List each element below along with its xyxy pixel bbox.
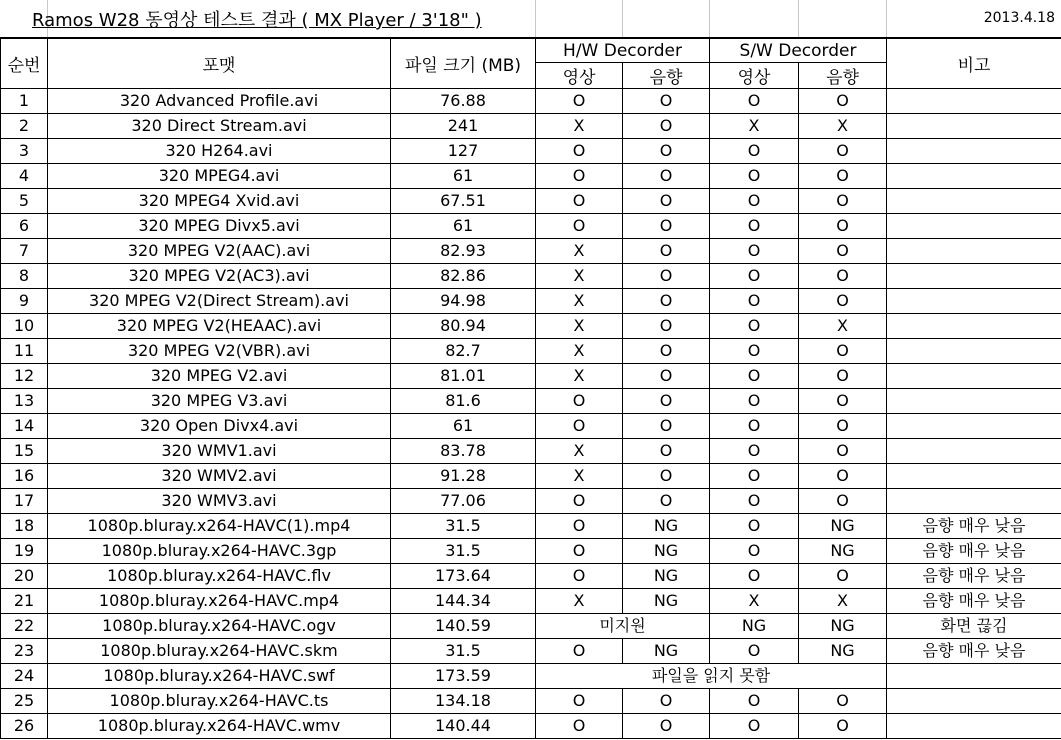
cell-sw-video: O: [710, 489, 799, 514]
cell-format: 320 WMV1.avi: [48, 439, 391, 464]
cell-sw-audio: NG: [799, 514, 887, 539]
cell-no: 24: [1, 664, 48, 689]
cell-hw-audio: O: [623, 139, 710, 164]
table-row: [1, 239, 1061, 264]
cell-no: 22: [1, 614, 48, 639]
cell-note: [887, 289, 1061, 314]
cell-format: 320 H264.avi: [48, 139, 391, 164]
cell-size: 140.59: [391, 614, 536, 639]
cell-note: [887, 439, 1061, 464]
cell-sw-audio: O: [799, 139, 887, 164]
cell-format: 320 MPEG V2(AC3).avi: [48, 264, 391, 289]
cell-hw-audio: O: [623, 339, 710, 364]
table-row: [1, 339, 1061, 364]
cell-no: 9: [1, 289, 48, 314]
cell-note: 음향 매우 낮음: [887, 539, 1061, 564]
cell-no: 8: [1, 264, 48, 289]
cell-hw-video: O: [536, 214, 623, 239]
cell-note: [887, 414, 1061, 439]
header-note: 비고: [887, 38, 1061, 89]
cell-sw-audio: O: [799, 239, 887, 264]
cell-hw-video: O: [536, 189, 623, 214]
cell-size: 61: [391, 164, 536, 189]
header-format: 포맷: [48, 38, 391, 89]
cell-sw-audio: NG: [799, 539, 887, 564]
cell-sw-audio: X: [799, 114, 887, 139]
cell-sw-audio: NG: [799, 639, 887, 664]
cell-sw-video: O: [710, 89, 799, 114]
table-row: [1, 639, 1061, 664]
cell-no: 4: [1, 164, 48, 189]
cell-format: 1080p.bluray.x264-HAVC.flv: [48, 564, 391, 589]
cell-format: 320 Open Divx4.avi: [48, 414, 391, 439]
cell-sw-audio: O: [799, 339, 887, 364]
cell-sw-video: O: [710, 214, 799, 239]
cell-hw-audio: O: [623, 414, 710, 439]
cell-note: 화면 끊김: [887, 614, 1061, 639]
cell-note: 음향 매우 낮음: [887, 514, 1061, 539]
cell-size: 82.7: [391, 339, 536, 364]
cell-note: [887, 364, 1061, 389]
cell-sw-audio: O: [799, 564, 887, 589]
table-row: [1, 114, 1061, 139]
cell-sw-video: O: [710, 514, 799, 539]
cell-no: 20: [1, 564, 48, 589]
table-row: [1, 89, 1061, 114]
cell-sw-video: O: [710, 389, 799, 414]
cell-sw-audio: O: [799, 414, 887, 439]
cell-no: 19: [1, 539, 48, 564]
cell-sw-video: NG: [710, 614, 799, 639]
cell-note: [887, 689, 1061, 714]
cell-sw-video: O: [710, 439, 799, 464]
cell-no: 15: [1, 439, 48, 464]
cell-unreadable: 파일을 읽지 못함: [536, 664, 887, 689]
cell-note: [887, 214, 1061, 239]
cell-note: [887, 714, 1061, 739]
cell-hw-video: X: [536, 314, 623, 339]
cell-format: 320 MPEG V2(HEAAC).avi: [48, 314, 391, 339]
cell-note: 음향 매우 낮음: [887, 639, 1061, 664]
cell-hw-audio: O: [623, 114, 710, 139]
cell-size: 31.5: [391, 514, 536, 539]
cell-hw-unsupported: 미지원: [536, 614, 710, 639]
table-row: [1, 289, 1061, 314]
cell-sw-audio: O: [799, 89, 887, 114]
cell-hw-audio: NG: [623, 514, 710, 539]
cell-hw-audio: O: [623, 214, 710, 239]
cell-hw-video: O: [536, 714, 623, 739]
title-row: [0, 0, 1061, 37]
cell-note: [887, 464, 1061, 489]
cell-no: 7: [1, 239, 48, 264]
cell-hw-audio: O: [623, 489, 710, 514]
cell-format: 320 MPEG V2(AAC).avi: [48, 239, 391, 264]
cell-size: 67.51: [391, 189, 536, 214]
cell-note: [887, 264, 1061, 289]
cell-hw-audio: O: [623, 264, 710, 289]
cell-size: 61: [391, 414, 536, 439]
cell-hw-audio: O: [623, 89, 710, 114]
cell-format: 1080p.bluray.x264-HAVC.ts: [48, 689, 391, 714]
table-row: [1, 464, 1061, 489]
cell-note: [887, 239, 1061, 264]
cell-hw-video: O: [536, 514, 623, 539]
cell-sw-audio: O: [799, 189, 887, 214]
cell-no: 1: [1, 89, 48, 114]
cell-format: 320 MPEG V2.avi: [48, 364, 391, 389]
cell-format: 1080p.bluray.x264-HAVC.ogv: [48, 614, 391, 639]
cell-hw-video: X: [536, 464, 623, 489]
table-row: [1, 139, 1061, 164]
cell-sw-audio: O: [799, 689, 887, 714]
cell-sw-audio: NG: [799, 614, 887, 639]
cell-sw-video: O: [710, 639, 799, 664]
cell-size: 61: [391, 214, 536, 239]
table-row: [1, 539, 1061, 564]
cell-sw-audio: O: [799, 464, 887, 489]
document-date: 2013.4.18: [983, 10, 1055, 26]
cell-hw-video: O: [536, 164, 623, 189]
header-hw-video: 영상: [536, 63, 623, 89]
cell-hw-video: O: [536, 139, 623, 164]
table-row: [1, 414, 1061, 439]
cell-hw-video: X: [536, 264, 623, 289]
cell-hw-audio: NG: [623, 589, 710, 614]
cell-no: 6: [1, 214, 48, 239]
table-row: [1, 264, 1061, 289]
cell-no: 25: [1, 689, 48, 714]
cell-sw-audio: O: [799, 264, 887, 289]
cell-no: 10: [1, 314, 48, 339]
table-row: [1, 389, 1061, 414]
cell-format: 320 MPEG4.avi: [48, 164, 391, 189]
table-row: [1, 689, 1061, 714]
cell-format: 320 MPEG V2(VBR).avi: [48, 339, 391, 364]
cell-hw-video: X: [536, 364, 623, 389]
table-row: [1, 489, 1061, 514]
cell-no: 13: [1, 389, 48, 414]
cell-sw-video: O: [710, 714, 799, 739]
cell-note: [887, 189, 1061, 214]
cell-size: 76.88: [391, 89, 536, 114]
cell-sw-video: O: [710, 339, 799, 364]
cell-hw-audio: O: [623, 164, 710, 189]
cell-format: 320 WMV3.avi: [48, 489, 391, 514]
cell-format: 320 WMV2.avi: [48, 464, 391, 489]
cell-format: 1080p.bluray.x264-HAVC.3gp: [48, 539, 391, 564]
cell-no: 3: [1, 139, 48, 164]
cell-size: 77.06: [391, 489, 536, 514]
cell-hw-video: O: [536, 489, 623, 514]
cell-note: 음향 매우 낮음: [887, 589, 1061, 614]
cell-sw-video: O: [710, 564, 799, 589]
cell-note: [887, 164, 1061, 189]
cell-no: 11: [1, 339, 48, 364]
cell-note: [887, 664, 1061, 689]
cell-note: [887, 389, 1061, 414]
cell-hw-audio: NG: [623, 564, 710, 589]
cell-note: [887, 314, 1061, 339]
cell-format: 320 MPEG V2(Direct Stream).avi: [48, 289, 391, 314]
cell-size: 83.78: [391, 439, 536, 464]
table-row: [1, 164, 1061, 189]
cell-format: 1080p.bluray.x264-HAVC.swf: [48, 664, 391, 689]
cell-no: 16: [1, 464, 48, 489]
cell-hw-audio: O: [623, 389, 710, 414]
cell-hw-video: O: [536, 539, 623, 564]
cell-hw-video: O: [536, 689, 623, 714]
cell-format: 1080p.bluray.x264-HAVC(1).mp4: [48, 514, 391, 539]
cell-sw-video: O: [710, 689, 799, 714]
cell-format: 1080p.bluray.x264-HAVC.mp4: [48, 589, 391, 614]
cell-format: 1080p.bluray.x264-HAVC.skm: [48, 639, 391, 664]
cell-note: 음향 매우 낮음: [887, 564, 1061, 589]
cell-sw-audio: X: [799, 589, 887, 614]
cell-format: 320 MPEG Divx5.avi: [48, 214, 391, 239]
cell-sw-audio: O: [799, 439, 887, 464]
cell-hw-video: X: [536, 339, 623, 364]
header-sw-audio: 음향: [799, 63, 887, 89]
cell-sw-audio: O: [799, 714, 887, 739]
cell-note: [887, 139, 1061, 164]
cell-sw-video: O: [710, 189, 799, 214]
header-no: 순번: [1, 38, 48, 89]
table-row: [1, 714, 1061, 739]
results-table: [0, 37, 1061, 739]
cell-sw-video: X: [710, 589, 799, 614]
cell-size: 31.5: [391, 639, 536, 664]
cell-no: 12: [1, 364, 48, 389]
cell-sw-video: O: [710, 289, 799, 314]
cell-size: 81.01: [391, 364, 536, 389]
cell-note: [887, 114, 1061, 139]
cell-hw-video: X: [536, 439, 623, 464]
cell-size: 94.98: [391, 289, 536, 314]
cell-size: 241: [391, 114, 536, 139]
cell-sw-audio: O: [799, 364, 887, 389]
cell-hw-video: O: [536, 414, 623, 439]
header-hw-audio: 음향: [623, 63, 710, 89]
cell-size: 31.5: [391, 539, 536, 564]
table-row: [1, 664, 1061, 689]
cell-hw-video: X: [536, 589, 623, 614]
cell-sw-video: X: [710, 114, 799, 139]
cell-no: 26: [1, 714, 48, 739]
cell-hw-audio: O: [623, 289, 710, 314]
cell-hw-video: O: [536, 89, 623, 114]
cell-sw-video: O: [710, 264, 799, 289]
cell-format: 320 Advanced Profile.avi: [48, 89, 391, 114]
cell-hw-audio: O: [623, 464, 710, 489]
cell-size: 80.94: [391, 314, 536, 339]
table-row: [1, 214, 1061, 239]
table-row: [1, 189, 1061, 214]
cell-sw-video: O: [710, 164, 799, 189]
cell-sw-video: O: [710, 464, 799, 489]
cell-hw-video: X: [536, 289, 623, 314]
cell-hw-audio: O: [623, 189, 710, 214]
table-row: [1, 614, 1061, 639]
header-file-size: 파일 크기 (MB): [391, 38, 536, 89]
cell-size: 82.93: [391, 239, 536, 264]
cell-sw-video: O: [710, 414, 799, 439]
cell-hw-audio: O: [623, 314, 710, 339]
cell-no: 23: [1, 639, 48, 664]
cell-sw-audio: O: [799, 489, 887, 514]
header-hw-decoder: H/W Decorder: [536, 38, 710, 63]
cell-format: 320 MPEG4 Xvid.avi: [48, 189, 391, 214]
cell-no: 18: [1, 514, 48, 539]
cell-sw-video: O: [710, 314, 799, 339]
cell-hw-video: X: [536, 114, 623, 139]
cell-sw-audio: O: [799, 164, 887, 189]
cell-format: 320 MPEG V3.avi: [48, 389, 391, 414]
header-sw-video: 영상: [710, 63, 799, 89]
cell-no: 2: [1, 114, 48, 139]
cell-size: 127: [391, 139, 536, 164]
cell-size: 81.6: [391, 389, 536, 414]
cell-hw-audio: O: [623, 239, 710, 264]
cell-hw-audio: O: [623, 364, 710, 389]
cell-sw-audio: O: [799, 289, 887, 314]
cell-size: 173.59: [391, 664, 536, 689]
cell-hw-video: O: [536, 389, 623, 414]
cell-hw-audio: O: [623, 439, 710, 464]
table-row: [1, 564, 1061, 589]
cell-format: 320 Direct Stream.avi: [48, 114, 391, 139]
cell-note: [887, 489, 1061, 514]
cell-sw-video: O: [710, 239, 799, 264]
table-row: [1, 439, 1061, 464]
cell-no: 17: [1, 489, 48, 514]
cell-size: 134.18: [391, 689, 536, 714]
cell-size: 144.34: [391, 589, 536, 614]
cell-no: 21: [1, 589, 48, 614]
cell-hw-video: X: [536, 239, 623, 264]
cell-hw-audio: O: [623, 714, 710, 739]
cell-hw-audio: NG: [623, 639, 710, 664]
table-row: [1, 314, 1061, 339]
cell-format: 1080p.bluray.x264-HAVC.wmv: [48, 714, 391, 739]
cell-sw-audio: O: [799, 389, 887, 414]
cell-size: 91.28: [391, 464, 536, 489]
cell-no: 14: [1, 414, 48, 439]
cell-sw-video: O: [710, 539, 799, 564]
cell-sw-video: O: [710, 139, 799, 164]
document-title: Ramos W28 동영상 테스트 결과 ( MX Player / 3'18" ): [32, 10, 482, 31]
cell-note: [887, 89, 1061, 114]
table-row: [1, 364, 1061, 389]
cell-hw-audio: NG: [623, 539, 710, 564]
cell-sw-audio: O: [799, 214, 887, 239]
table-row: [1, 514, 1061, 539]
cell-no: 5: [1, 189, 48, 214]
cell-sw-video: O: [710, 364, 799, 389]
cell-hw-video: O: [536, 639, 623, 664]
cell-hw-audio: O: [623, 689, 710, 714]
cell-sw-audio: X: [799, 314, 887, 339]
cell-note: [887, 339, 1061, 364]
cell-size: 82.86: [391, 264, 536, 289]
cell-hw-video: O: [536, 564, 623, 589]
header-sw-decoder: S/W Decorder: [710, 38, 887, 63]
table-row: [1, 589, 1061, 614]
cell-size: 173.64: [391, 564, 536, 589]
cell-size: 140.44: [391, 714, 536, 739]
